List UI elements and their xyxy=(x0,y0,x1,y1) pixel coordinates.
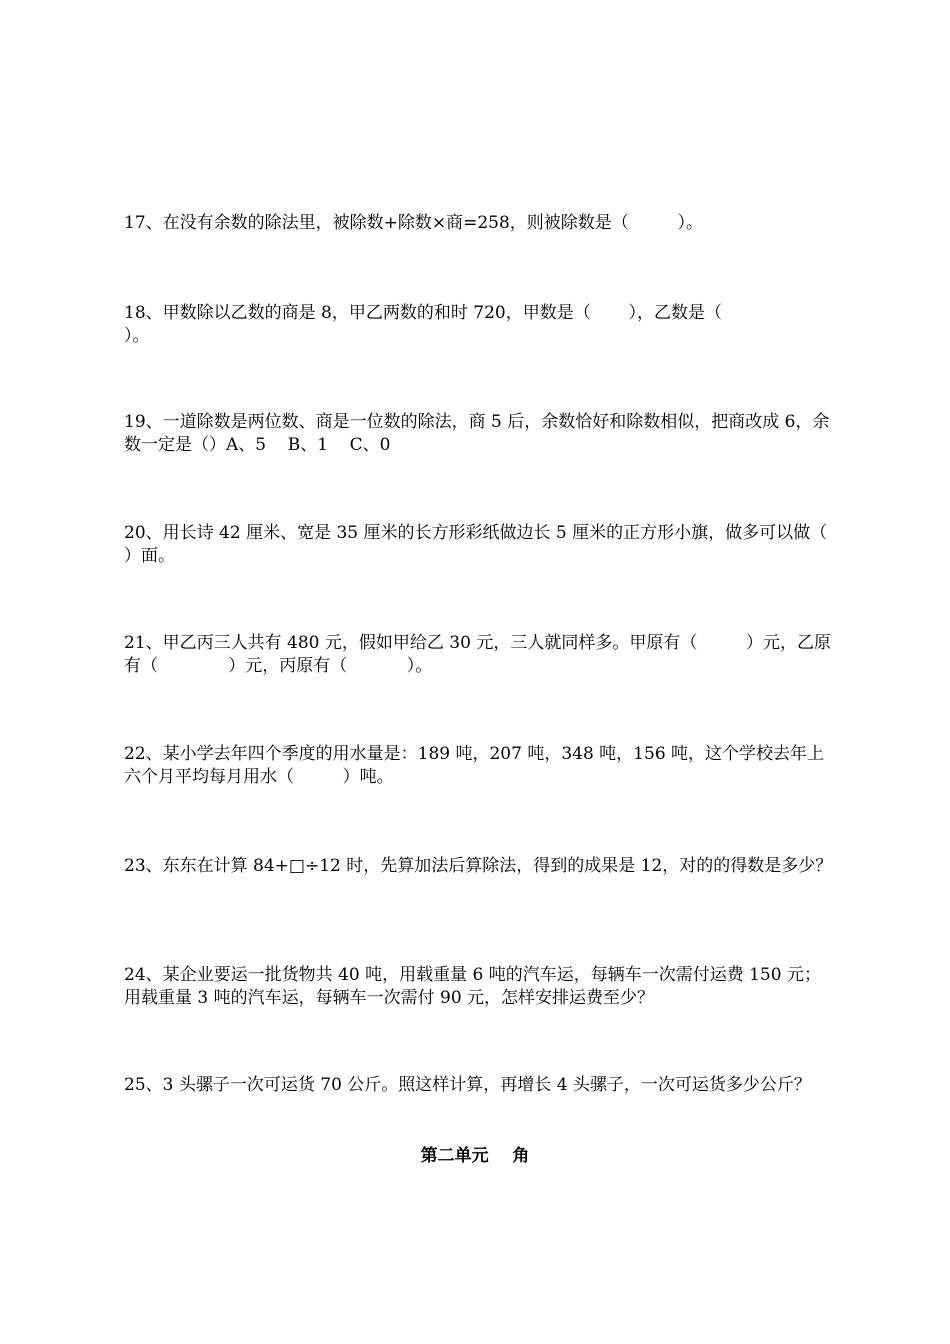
problem-24: 24、某企业要运一批货物共 40 吨，用载重量 6 吨的汽车运，每辆车一次需付运费 150 元；用载重量 3 吨的汽车运，每辆车一次需付 90 元，怎样安排运费至少？ xyxy=(124,965,821,1008)
problem-17: 17、在没有余数的除法里，被除数+除数×商=258，则被除数是（ ）。 xyxy=(124,213,703,233)
problem-20: 20、用长诗 42 厘米、宽是 35 厘米的长方形彩纸做边长 5 厘米的正方形小旗，做多可以做（ ）面。 xyxy=(124,523,887,566)
section-title: 第二单元 角 xyxy=(420,1146,530,1166)
problem-18: 18、甲数除以乙数的商是 8，甲乙两数的和时 720，甲数是（ ），乙数是（ ）。 xyxy=(124,303,723,346)
problem-22: 22、某小学去年四个季度的用水量是：189 吨，207 吨，348 吨，156 吨，这个学校去年上六个月平均每月用水（ ）吨。 xyxy=(124,744,825,787)
problem-25: 25、3 头骡子一次可运货 70 公斤。照这样计算，再增长 4 头骡子，一次可运货多少公斤？ xyxy=(124,1075,811,1095)
problem-23: 23、东东在计算 84+□÷12 时，先算加法后算除法，得到的成果是 12，对的的得数是多少？ xyxy=(124,856,833,876)
problem-19: 19、一道除数是两位数、商是一位数的除法，商 5 后，余数恰好和除数相似，把商改成 6，余数一定是（）A、5 B、1 C、0 xyxy=(124,412,830,455)
problem-21: 21、甲乙丙三人共有 480 元，假如甲给乙 30 元，三人就同样多。甲原有（ ）元，乙原有（ ）元，丙原有（ ）。 xyxy=(124,633,831,676)
